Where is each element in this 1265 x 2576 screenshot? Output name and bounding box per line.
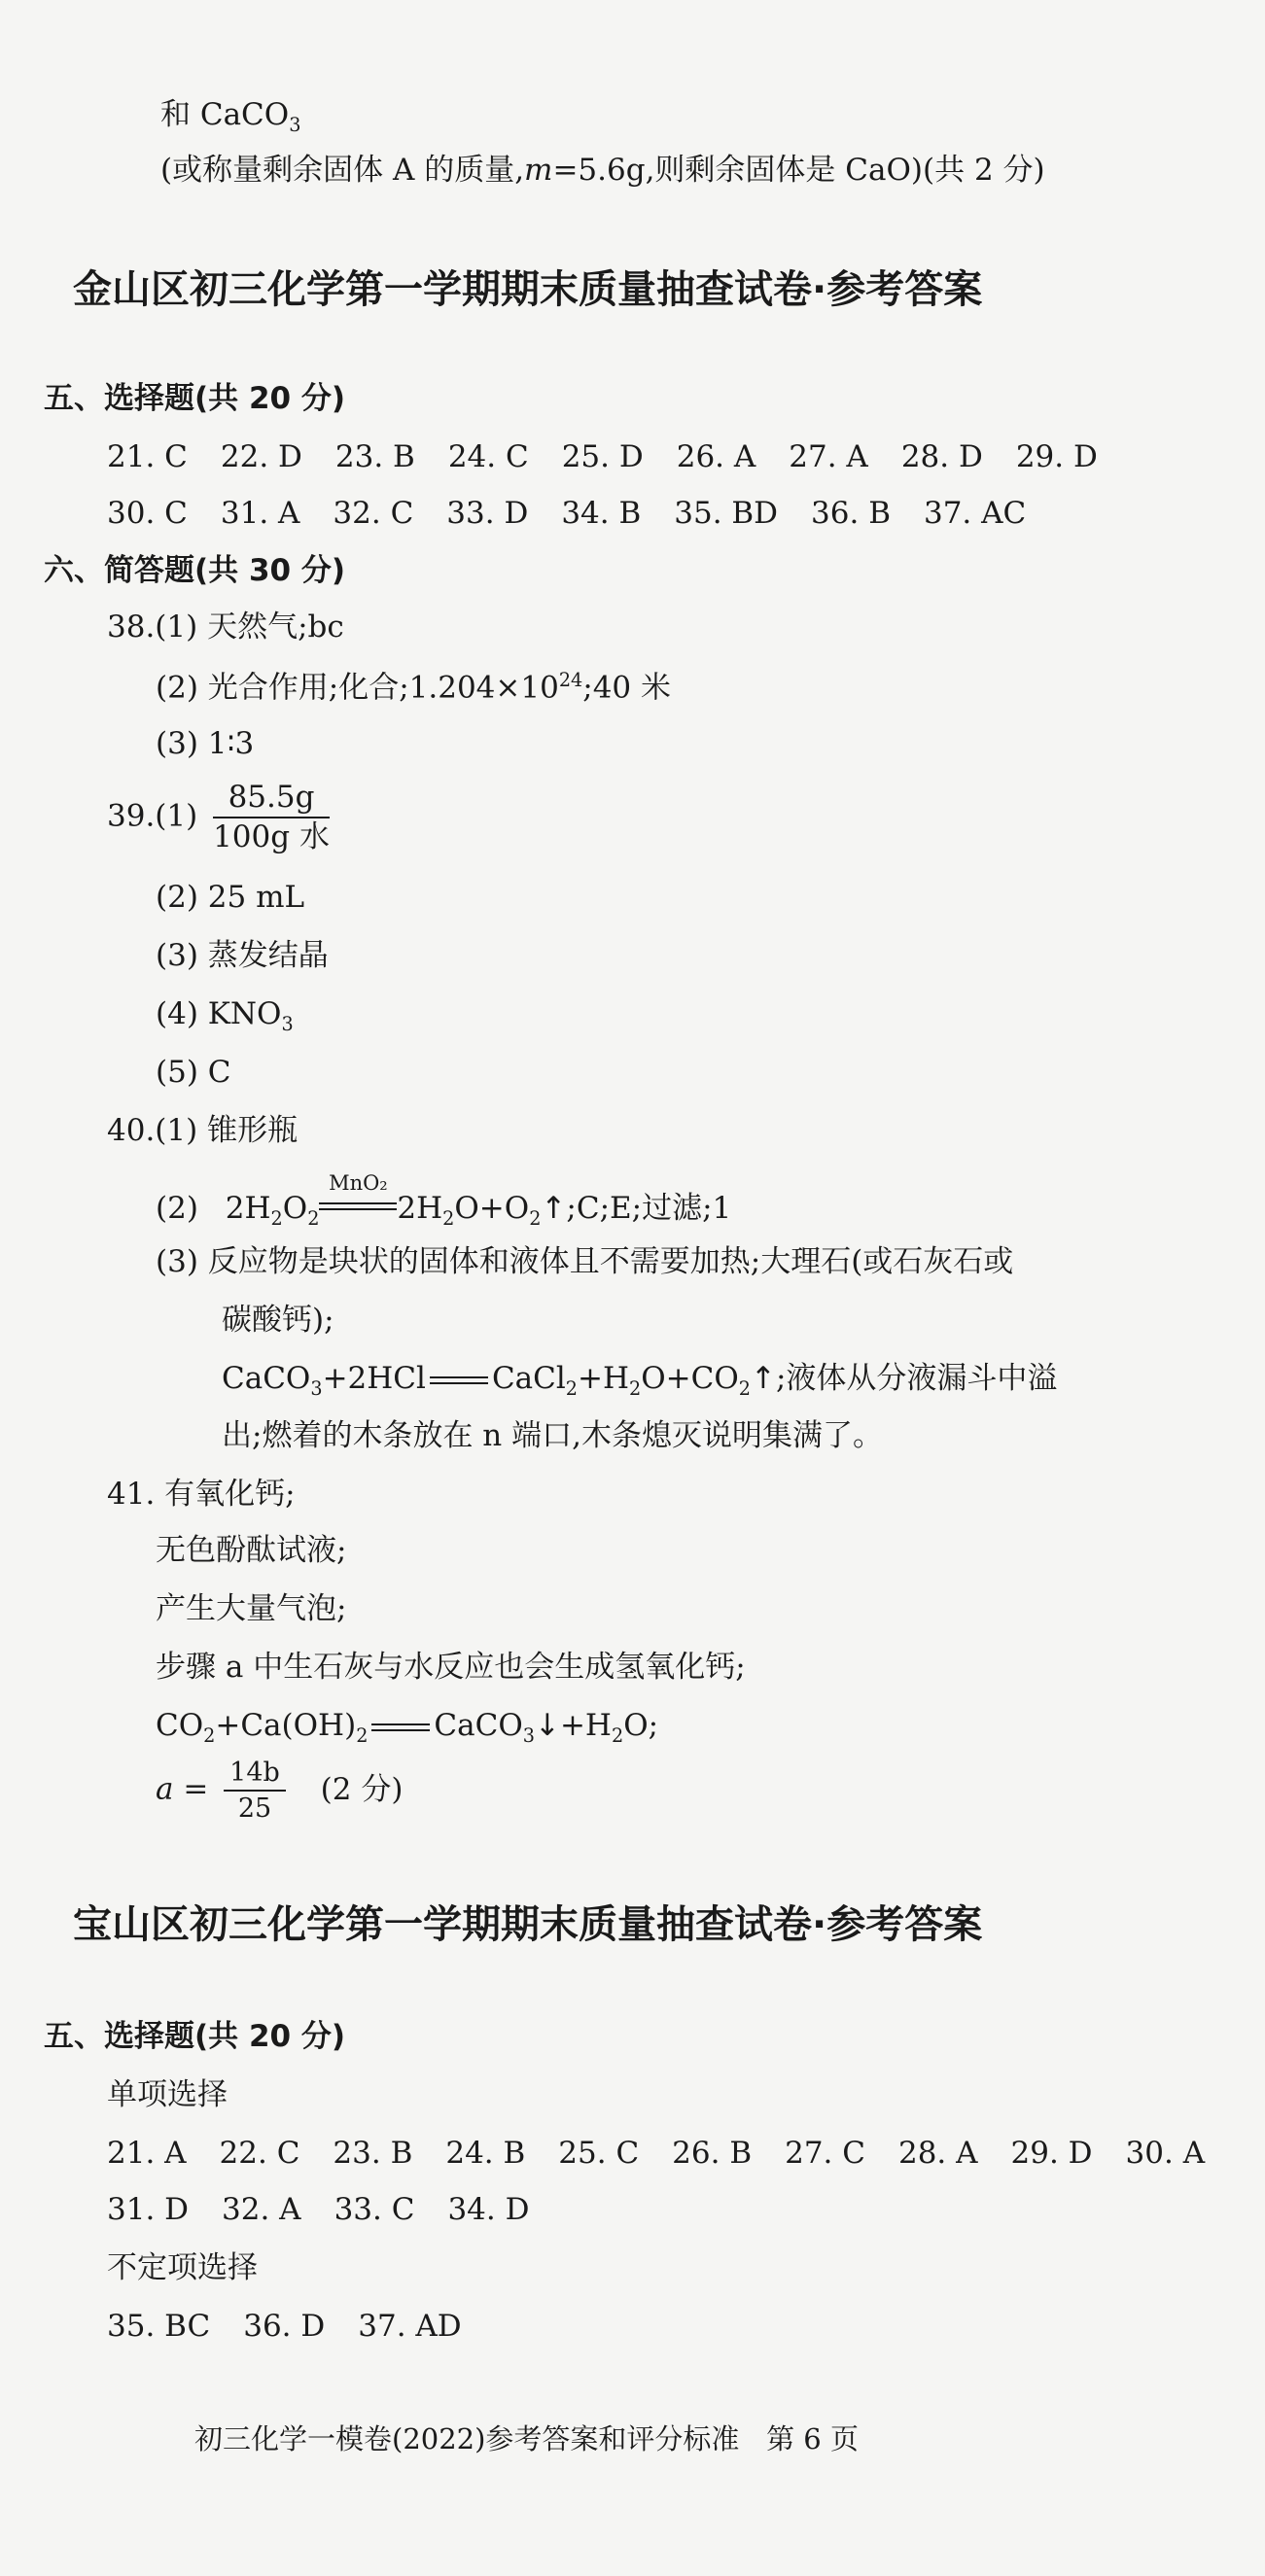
answer-line: 41. 有氧化钙; <box>107 1477 296 1512</box>
equation: CaCO$_3$+2HCl $CaCl_2+H_2O+CO_2↑$ <box>222 1361 776 1401</box>
answer-row <box>107 496 1059 531</box>
answer-line: 40.(1) 锥形瓶 <box>107 1113 299 1148</box>
answer-item: 24. B <box>445 2136 526 2171</box>
answer-item: 29. D <box>1015 439 1098 474</box>
answer-item: 29. D <box>1010 2136 1093 2171</box>
answer-item: 37. AD <box>358 2309 462 2344</box>
answer-line: (2) $2H_2O_2$ MnO₂ $2H_2O+O_2↑;C;E$;过滤;1 <box>156 1171 732 1231</box>
answer-line: (2) 25 mL <box>156 880 305 915</box>
answer-line: 无色酚酞试液; <box>156 1533 347 1568</box>
answer-item: 36. B <box>811 496 891 531</box>
subheading: 不定项选择 <box>107 2250 258 2285</box>
answer-item: 31. A <box>220 496 300 531</box>
answer-item: 33. C <box>334 2192 415 2227</box>
reaction-condition: MnO₂ <box>319 1202 397 1218</box>
section-heading: 五、选择题(共 20 分) <box>44 381 346 416</box>
answer-item: 33. D <box>446 496 529 531</box>
answer-line: (5) C <box>156 1055 231 1090</box>
fraction: $\frac{14b}{25}$ <box>224 1759 286 1822</box>
answer-item: 28. D <box>900 439 983 474</box>
answer-item: 25. D <box>561 439 644 474</box>
page-footer: 初三化学一模卷(2022)参考答案和评分标准 第 6 页 <box>194 2422 859 2455</box>
answer-item: 30. A <box>1125 2136 1206 2171</box>
answer-item: 26. B <box>672 2136 753 2171</box>
answer-line: (2) 光合作用;化合$;1.204\times 10^{24};40$ 米 <box>156 669 672 706</box>
answer-line: (3) 蒸发结晶 <box>156 938 329 973</box>
answer-item: 35. BC <box>107 2309 211 2344</box>
answer-item: 23. B <box>334 439 415 474</box>
answer-line: (3) 1∶3 <box>156 726 255 761</box>
answer-row <box>107 2136 1238 2171</box>
equation: $CO_2+Ca(OH)_2$ $CaCO_3↓+H_2O$; <box>156 1708 659 1748</box>
answer-item: 34. D <box>447 2192 530 2227</box>
answer-item: 31. D <box>107 2192 190 2227</box>
answer-item: 32. C <box>333 496 414 531</box>
answer-line: (4) $KNO_3$ <box>156 996 294 1036</box>
answer-row <box>107 2192 562 2227</box>
answer-item: 34. B <box>561 496 642 531</box>
answer-line: a = $\frac{14b}{25}$ (2 分) <box>156 1758 404 1824</box>
answer-item: 25. C <box>558 2136 640 2171</box>
answer-item: 27. C <box>785 2136 865 2171</box>
answer-line: 产生大量气泡; <box>156 1591 347 1626</box>
section-heading: 五、选择题(共 20 分) <box>44 2019 346 2054</box>
answer-item: 21. A <box>107 2136 187 2171</box>
section-heading: 六、简答题(共 30 分) <box>44 553 346 588</box>
answer-item: 22. D <box>220 439 302 474</box>
equation: $2H_2O_2$ <box>225 1191 320 1231</box>
answer-item: 30. C <box>107 496 188 531</box>
subheading: 单项选择 <box>107 2077 228 2112</box>
answer-line <box>156 1708 659 1748</box>
answer-line: 38.(1) 天然气;bc <box>107 609 344 644</box>
answer-item: 32. A <box>222 2192 301 2227</box>
section-title: 金山区初三化学第一学期期末质量抽查试卷·参考答案 <box>73 267 983 312</box>
answer-item: 21. C <box>107 439 188 474</box>
answer-item: 24. C <box>447 439 529 474</box>
answer-row <box>107 2309 495 2344</box>
answer-item: 37. AC <box>923 496 1027 531</box>
answer-item: 26. A <box>676 439 756 474</box>
answer-item: 22. C <box>219 2136 300 2171</box>
answer-line: 步骤 a 中生石灰与水反应也会生成氢氧化钙; <box>156 1650 746 1685</box>
text-line: (或称量剩余固体 A 的质量,m=5.6g,则剩余固体是 CaO)(共 2 分) <box>160 153 1045 188</box>
answer-line: CaCO$_3$+2HCl $CaCl_2+H_2O+CO_2↑$;液体从分液漏斗中溢 <box>222 1361 1058 1401</box>
answer-line: 39.(1) $\frac{85.5g}{\text{100g 水}}$ <box>107 780 330 854</box>
answer-item: 35. BD <box>674 496 779 531</box>
answer-line: (3) 反应物是块状的固体和液体且不需要加热;大理石(或石灰石或 <box>156 1244 1014 1279</box>
answer-item: 23. B <box>333 2136 413 2171</box>
answer-row <box>107 439 1131 474</box>
fraction: $\frac{85.5g}{\text{100g 水}}$ <box>213 780 330 854</box>
text-line: 和 CaCO$_3$ <box>160 97 301 137</box>
section-title: 宝山区初三化学第一学期期末质量抽查试卷·参考答案 <box>73 1902 983 1947</box>
answer-line: 碳酸钙); <box>222 1303 334 1338</box>
answer-item: 27. A <box>789 439 868 474</box>
answer-item: 36. D <box>243 2309 326 2344</box>
answer-item: 28. A <box>897 2136 978 2171</box>
answer-line: 出;燃着的木条放在 n 端口,木条熄灭说明集满了。 <box>222 1418 883 1453</box>
